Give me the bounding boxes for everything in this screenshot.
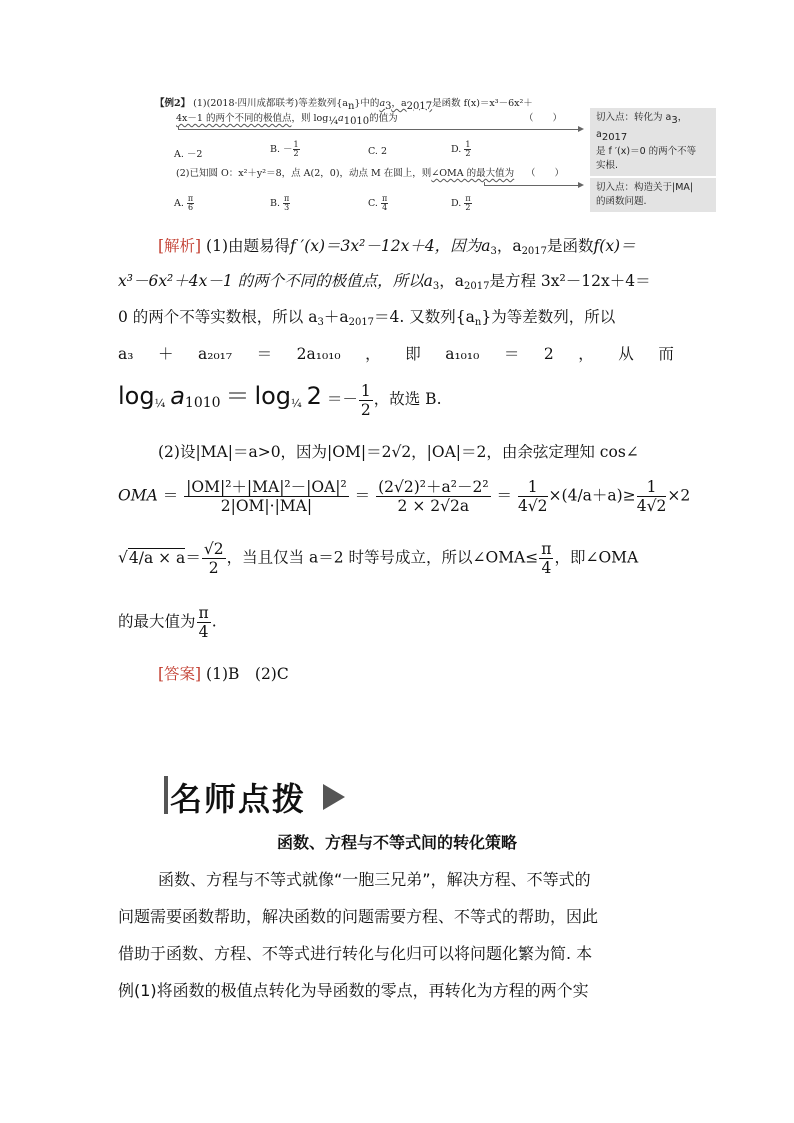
solution-p2-line-3: √4/a × a＝ $\frac{√2}{2}$ ，当且仅当 a＝2 时等号成立，所以∠OMA≤ $\frac{\pi}{4}$ ，即∠OMA <box>118 540 639 577</box>
example-paren-2: （ ） <box>526 168 565 179</box>
solution-line-5: $\log_{\frac{1}{4}} a_{1010} = \log_{\frac{1}{4}} 2$ ＝－ $\frac{1}{2}$ ，故选 B. <box>118 381 442 419</box>
solution-line-1: [解析] (1)由题易得f ′(x)＝3x²－12x＋4，因为$a_3$，$a_{2017}$是函数f(x)＝ <box>158 237 636 257</box>
arrow-2 <box>484 185 582 186</box>
side-note-1: 切入点：转化为 $a_3$，$a_{2017}$ 是 f ′(x)＝0 的两个不等 实根. <box>590 108 716 176</box>
option-1c: C. 2 <box>368 146 388 157</box>
example-tag: 【例2】 <box>155 98 191 109</box>
option-2b: B. $\frac{\pi}{3}$ <box>270 194 290 212</box>
option-2c: C. $\frac{\pi}{4}$ <box>368 194 388 212</box>
answer-label: [答案] <box>158 665 202 683</box>
answer-line <box>158 664 674 684</box>
option-2d: D. $\frac{\pi}{2}$ <box>451 194 471 212</box>
solution-p2-line-4: 的最大值为 $\frac{\pi}{4}$ . <box>118 604 217 641</box>
option-1d: D. $\frac{1}{2}$ <box>451 140 471 158</box>
side-note-2: 切入点：构造关于|MA| 的函数问题. <box>590 178 716 212</box>
example-part-2: (2)已知圆 O：x²＋y²＝8，点 A(2，0)，动点 M 在圆上，则∠OMA 的最大值为 <box>176 168 515 179</box>
answer-text: (1)B (2)C <box>206 665 289 683</box>
paragraph-line-4: 例(1)将函数的极值点转化为导函数的零点，再转化为方程的两个实 <box>118 981 589 1000</box>
analysis-label: [解析] <box>158 237 202 255</box>
option-1a: A. －2 <box>174 149 203 160</box>
option-1b: B. － $\frac{1}{2}$ <box>270 140 299 158</box>
example-paren-1: （ ） <box>524 113 563 124</box>
example-line-2: 4x－1 的两个不同的极值点，则 $\log_{\frac{1}{4}}a_{1010}$的值为 <box>176 113 398 127</box>
paragraph-line-3: 借助于函数、方程、不等式进行转化与化归可以将问题化繁为简. 本 <box>118 944 593 963</box>
section-arrow-icon <box>323 784 345 810</box>
solution-p2-line-1: (2)设|MA|＝a>0，因为|OM|＝2√2，|OA|＝2，由余弦定理知 cos∠ <box>158 443 639 461</box>
section-bar <box>164 776 168 814</box>
solution-line-2: x³－6x²＋4x－1 的两个不同的极值点，所以$a_3$，$a_{2017}$是方程 3x²－12x＋4＝ <box>118 272 651 292</box>
example-line-1: 【例2】 (1)(2018·四川成都联考)等差数列$\{a_n\}$中的$a_3$，$a_{2017}$是函数 f(x)＝x³－6x²＋ <box>155 98 533 112</box>
solution-p2-line-2: OMA ＝ $\frac{\text{|OM|²＋|MA|²－|OA|²}}{2|OM|\cdot|MA|}$ ＝ $\frac{\text{(2√2)²＋a²－2²}}{2 \times 2√2a}$ ＝ $\frac{1}{4√2}$ ×(4/a＋a)≥ $\frac{1}{4√2}$ ×2 <box>118 478 691 515</box>
section-title: 名师点拨 <box>170 780 307 818</box>
paragraph-line-2: 问题需要函数帮助，解决函数的问题需要方程、不等式的帮助，因此 <box>118 907 599 926</box>
section-subtitle: 函数、方程与不等式间的转化策略 <box>276 833 517 852</box>
solution-line-4: a₃ ＋ a₂₀₁₇ ＝ 2a₁₀₁₀ ， 即 a₁₀₁₀ ＝ 2 ， 从 而 <box>118 345 674 363</box>
option-2a: A. $\frac{\pi}{6}$ <box>174 194 194 212</box>
paragraph-line-1: 函数、方程与不等式就像“一胞三兄弟”，解决方程、不等式的 <box>158 870 591 889</box>
arrow-1 <box>178 129 582 130</box>
solution-line-3: 0 的两个不等实数根，所以 $a_3+a_{2017}=4$. 又数列$\{a_n\}$为等差数列，所以 <box>118 308 616 328</box>
